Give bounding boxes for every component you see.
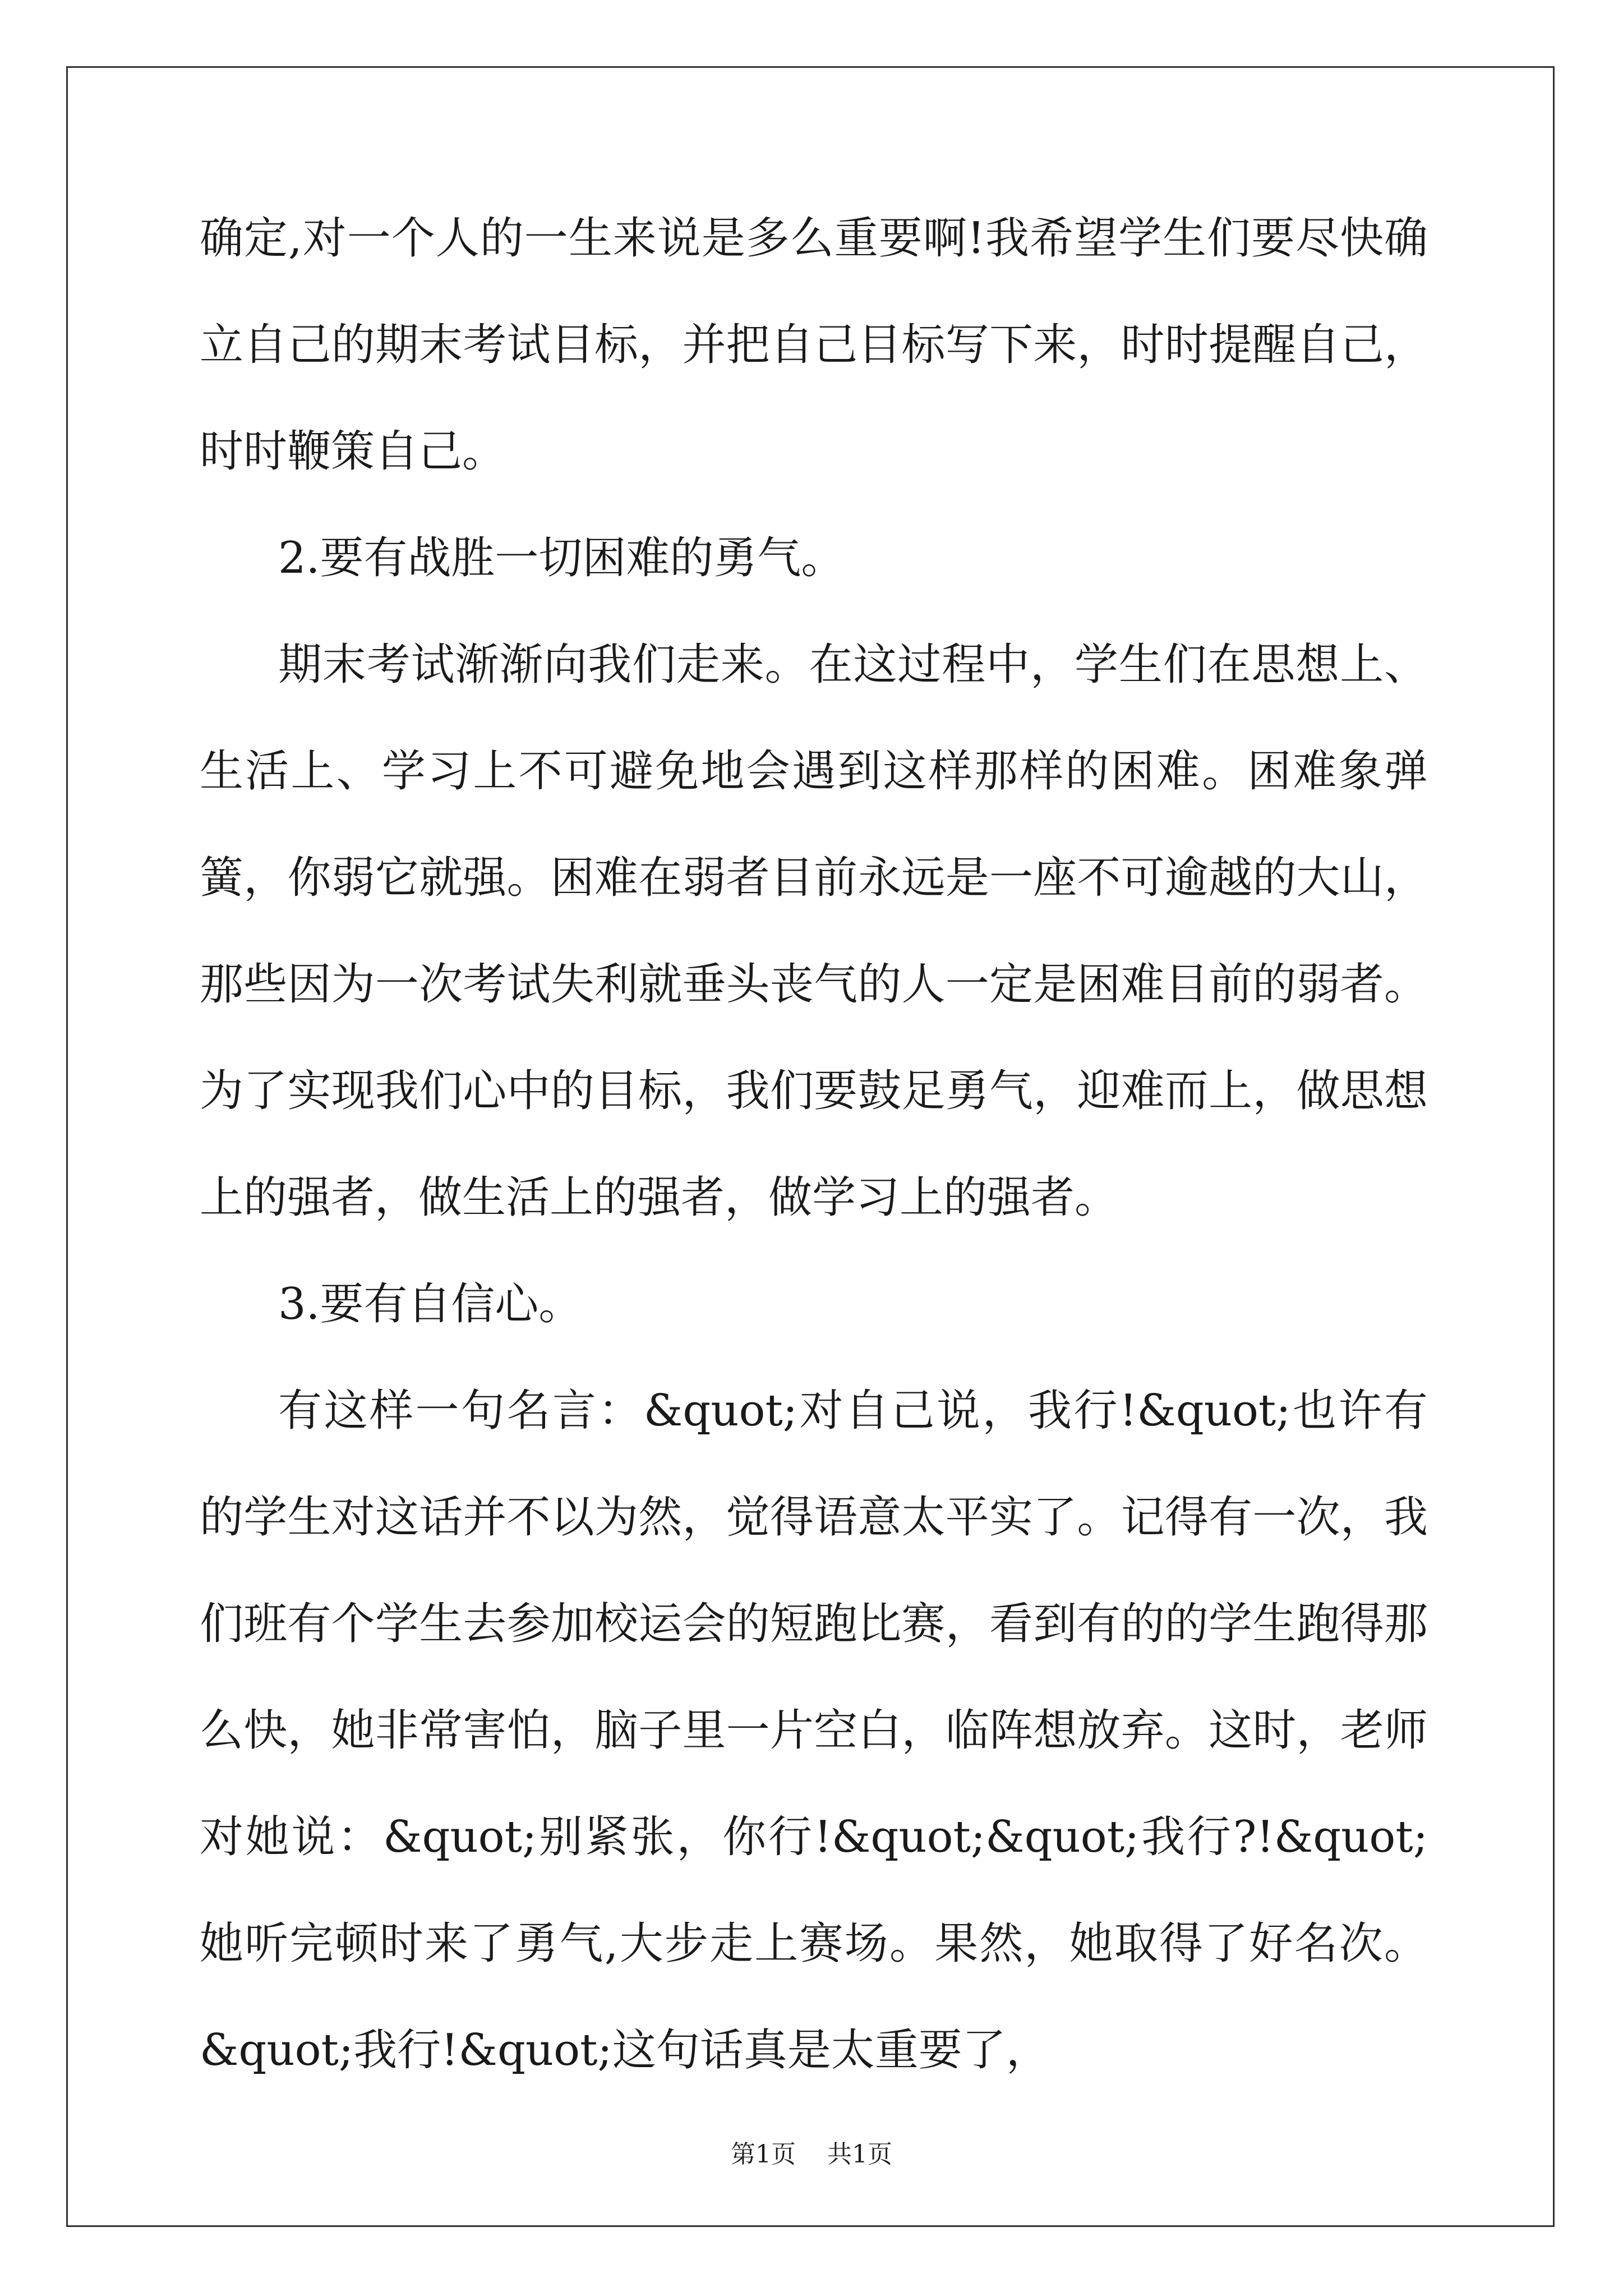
paragraph-5: 有这样一句名言：&quot;对自己说，我行!&quot;也许有的学生对这话并不以为然，觉得语意太平实了。记得有一次，我们班有个学生去参加校运会的短跑比赛，看到有的的学生跑得那么快，她非常害怕，脑子里一片空白，临阵想放弃。这时，老师对她说：&quot;别紧张，你行!&quot;&quot;我行?!&quot;她听完顿时来了勇气,大步走上赛场。果然，她取得了好名次。 &quot;我行!&quot;这句话真是太重要了， (200, 1386, 1428, 2076)
paragraph-1: 确定,对一个人的一生来说是多么重要啊!我希望学生们要尽快确立自己的期末考试目标，并把自己目标写下来，时时提醒自己，时时鞭策自己。 (200, 213, 1428, 477)
paragraph-4-heading: 3.要有自信心。 (278, 1279, 583, 1329)
page-footer (0, 2134, 1623, 2170)
page-number-total: 共1页 (827, 2140, 892, 2169)
document-body (200, 185, 1428, 2104)
page-number-current: 第1页 (731, 2140, 796, 2169)
paragraph-3: 期末考试渐渐向我们走来。在这过程中，学生们在思想上、生活上、学习上不可避免地会遇到这样那样的困难。困难象弹簧，你弱它就强。困难在弱者目前永远是一座不可逾越的大山，那些因为一次考试失利就垂头丧气的人一定是困难目前的弱者。为了实现我们心中的目标，我们要鼓足勇气，迎难而上，做思想上的强者，做生活上的强者，做学习上的强者。 (200, 639, 1428, 1223)
paragraph-2-heading: 2.要有战胜一切困难的勇气。 (278, 533, 845, 583)
